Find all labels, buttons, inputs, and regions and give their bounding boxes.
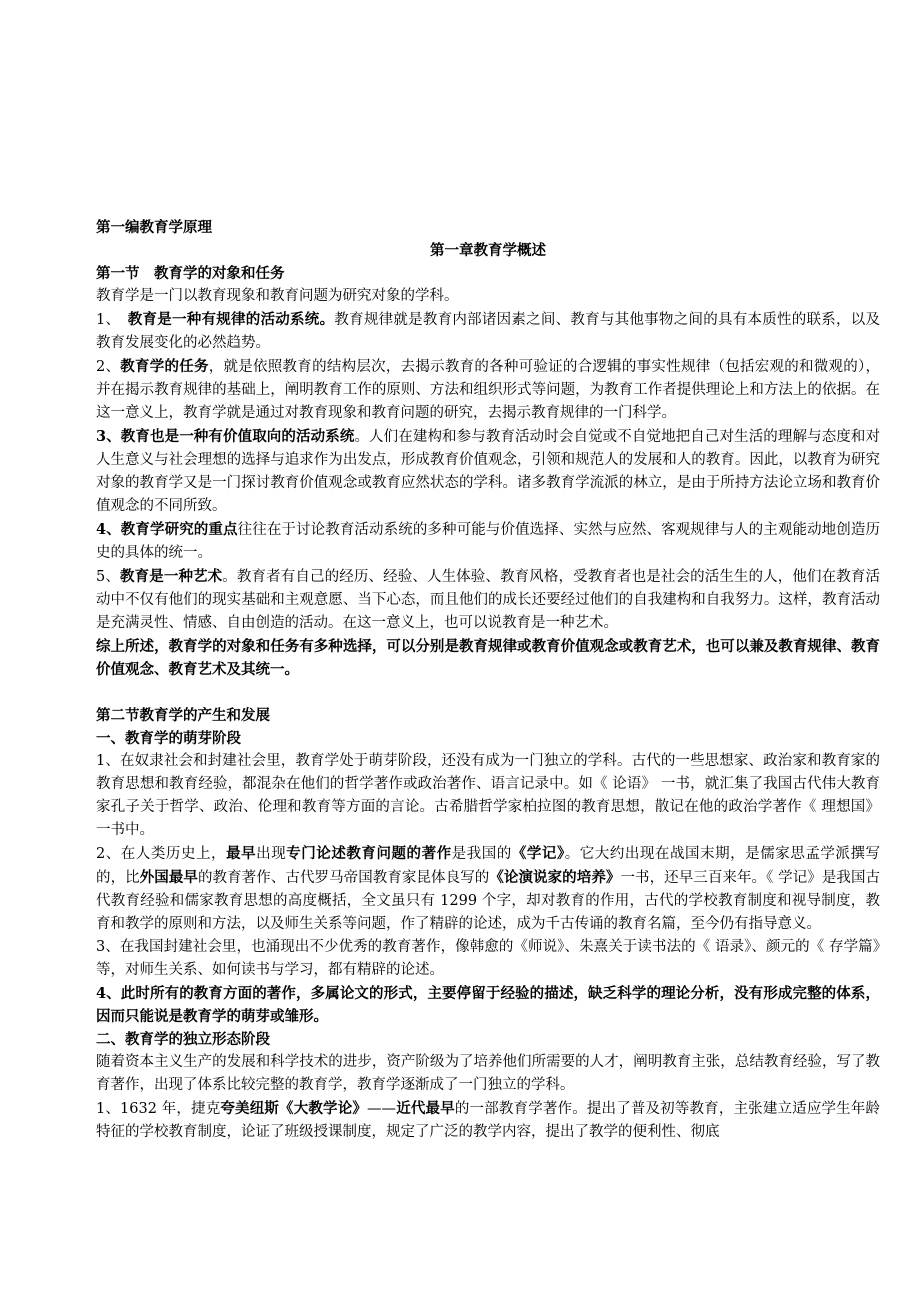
paragraph-5-body: 。教育者有自己的经历、经验、人生体验、教育风格，受教育者也是社会的活生生的人，他们在教育活动中不仅有他们的现实基础和主观意愿、当下心态，而且他们的成长还要经过他们的自我建构和自我努力。这样，教育活动是充满灵性、情感、自由创造的活动。在这一意义上，也可以说教育是一种艺术。 — [96, 569, 880, 631]
subsection-1-paragraph-3: 3、在我国封建社会里，也涌现出不少优秀的教育著作，像韩愈的《师说》、朱熹关于读书法的《 语录》、颜元的《 存学篇》等，对师生关系、如何读书与学习，都有精辟的论述。 — [96, 939, 880, 978]
blank-line — [96, 681, 880, 704]
text-run: 的一部教育学著作。提出了普及初等教育，主张建立适应学生年龄特征的学校教育制度，论证了班级授课制度，规定了广泛的教学内容，提出了教学的便利性、彻底 — [96, 1101, 880, 1140]
subsection-2-title: 二、教育学的独立形态阶段 — [96, 1031, 270, 1048]
paragraph-2-body: ，就是依照教育的结构层次，去揭示教育的各种可验证的合逻辑的事实性规律（包括宏观的和微观的），并在揭示教育规律的基础上，阐明教育工作的原则、方法和组织形式等问题，为教育工作者提供理论上和方法上的依据。在这一意义上，教育学就是通过对教育现象和教育问题的研究，去揭示教育规律的一门科学。 — [96, 359, 881, 421]
paragraph-5-lead: 教育是一种艺术 — [119, 568, 223, 585]
paragraph-5-number: 5、 — [96, 569, 120, 585]
paragraph-1-lead: 教育是一种有规律的活动系统。 — [127, 311, 335, 328]
paragraph-2-number: 2、 — [96, 359, 121, 375]
document-page — [96, 216, 880, 1144]
text-run: 。它大约出现在战国末期，是儒家思孟学派撰写的，比 — [96, 846, 881, 886]
paragraph-3-lead: 3、教育也是一种有价值取向的活动系统 — [96, 428, 355, 445]
subsection-2-paragraph-1: 随着资本主义生产的发展和科学技术的进步，资产阶级为了培养他们所需要的人才，阐明教育主张，总结教育经验，写了教育著作，出现了体系比较完整的教育学，教育学逐渐成了一门独立的学科。 — [96, 1054, 880, 1093]
paragraph-1-body: 教育规律就是教育内部诸因素之间、教育与其他事物之间的具有本质性的联系，以及教育发展变化的必然趋势。 — [96, 312, 881, 351]
subsection-1-title: 一、教育学的萌芽阶段 — [96, 730, 241, 747]
text-run-bold: 最早 — [226, 845, 257, 862]
paragraph-1 — [96, 308, 880, 355]
text-run-bold: 近代最早 — [396, 1100, 455, 1117]
text-run: —— — [367, 1101, 397, 1117]
subsection-1-paragraph-2 — [96, 842, 880, 936]
text-run: 是我国的 — [451, 846, 512, 862]
section-1-title: 第一节 教育学的对象和任务 — [96, 265, 285, 282]
paragraph-4-lead: 4、教育学研究的重点 — [96, 521, 238, 538]
text-run: 1、1632 年，捷克 — [96, 1101, 221, 1117]
text-run: 的教育著作、古代罗马帝国教育家昆体良写的 — [197, 870, 490, 886]
text-run-bold: 《学记》 — [511, 845, 565, 862]
text-run: 出现 — [256, 846, 287, 862]
text-run: 2、在人类历史上， — [96, 846, 227, 862]
section-1-intro: 教育学是一门以教育现象和教育问题为研究对象的学科。 — [96, 288, 459, 304]
section-2-title: 第二节教育学的产生和发展 — [96, 707, 270, 724]
paragraph-3-body: 。人们在建构和参与教育活动时会自觉或不自觉地把自己对生活的理解与态度和对人生意义与社会理想的选择与追求作为出发点，形成教育价值观念，引领和规范人的发展和人的教育。因此，以教育为研究对象的教育学又是一门探讨教育价值观念或教育应然状态的学科。诸多教育学流派的林立，是由于所持方法论立场和教育价值观念的不同所致。 — [96, 429, 881, 514]
paragraph-2 — [96, 355, 880, 425]
subsection-1-paragraph-1: 1、在奴隶社会和封建社会里，教育学处于萌芽阶段，还没有成为一门独立的学科。古代的一些思想家、政治家和教育家的教育思想和教育经验，都混杂在他们的哲学著作或政治著作、语言记录中。如《 论语》 一书，就汇集了我国古代伟大教育家孔子关于哲学、政治、伦理和教育等方面的言论。古希腊哲学家柏拉图的教育思想，散记在他的政治学著作《 理想国》 一书中。 — [96, 753, 880, 838]
text-run-bold: 夸美纽斯《大教学论》 — [220, 1100, 368, 1117]
text-run-bold: 专门论述教育问题的著作 — [286, 845, 452, 862]
text-run-bold: 《论演说家的培养》 — [489, 869, 621, 886]
part-title: 第一编教育学原理 — [96, 219, 212, 236]
paragraph-4-body: 往往在于讨论教育活动系统的多种可能与价值选择、实然与应然、客观规律与人的主观能动地创造历史的具体的统一。 — [96, 522, 880, 561]
paragraph-2-lead: 教育学的任务 — [120, 358, 209, 375]
text-run-bold: 外国最早 — [139, 869, 198, 886]
subsection-2-paragraph-2 — [96, 1097, 880, 1144]
subsection-1-paragraph-4: 4、此时所有的教育方面的著作，多属论文的形式，主要停留于经验的描述，缺乏科学的理论分析，没有形成完整的体系，因而只能说是教育学的萌芽或雏形。 — [96, 985, 880, 1025]
section-1-summary: 综上所述，教育学的对象和任务有多种选择，可以分别是教育规律或教育价值观念或教育艺术，也可以兼及教育规律、教育价值观念、教育艺术及其统一。 — [96, 638, 880, 678]
paragraph-4 — [96, 518, 880, 565]
paragraph-1-number: 1、 — [96, 312, 128, 328]
paragraph-5 — [96, 565, 880, 635]
text-run: 一书，还早三百来年。《 学记》是我国古代教育经验和儒家教育思想的高度概括，全文虽只有 1299 个字，却对教育的作用，古代的学校教育制度和视导制度，教育和教学的原则和方法，以及师生关系等问题，作了精辟的论述，成为千古传诵的教育名篇，至今仍有指导意义。 — [96, 870, 881, 932]
chapter-title: 第一章教育学概述 — [430, 242, 546, 259]
paragraph-3 — [96, 425, 880, 518]
